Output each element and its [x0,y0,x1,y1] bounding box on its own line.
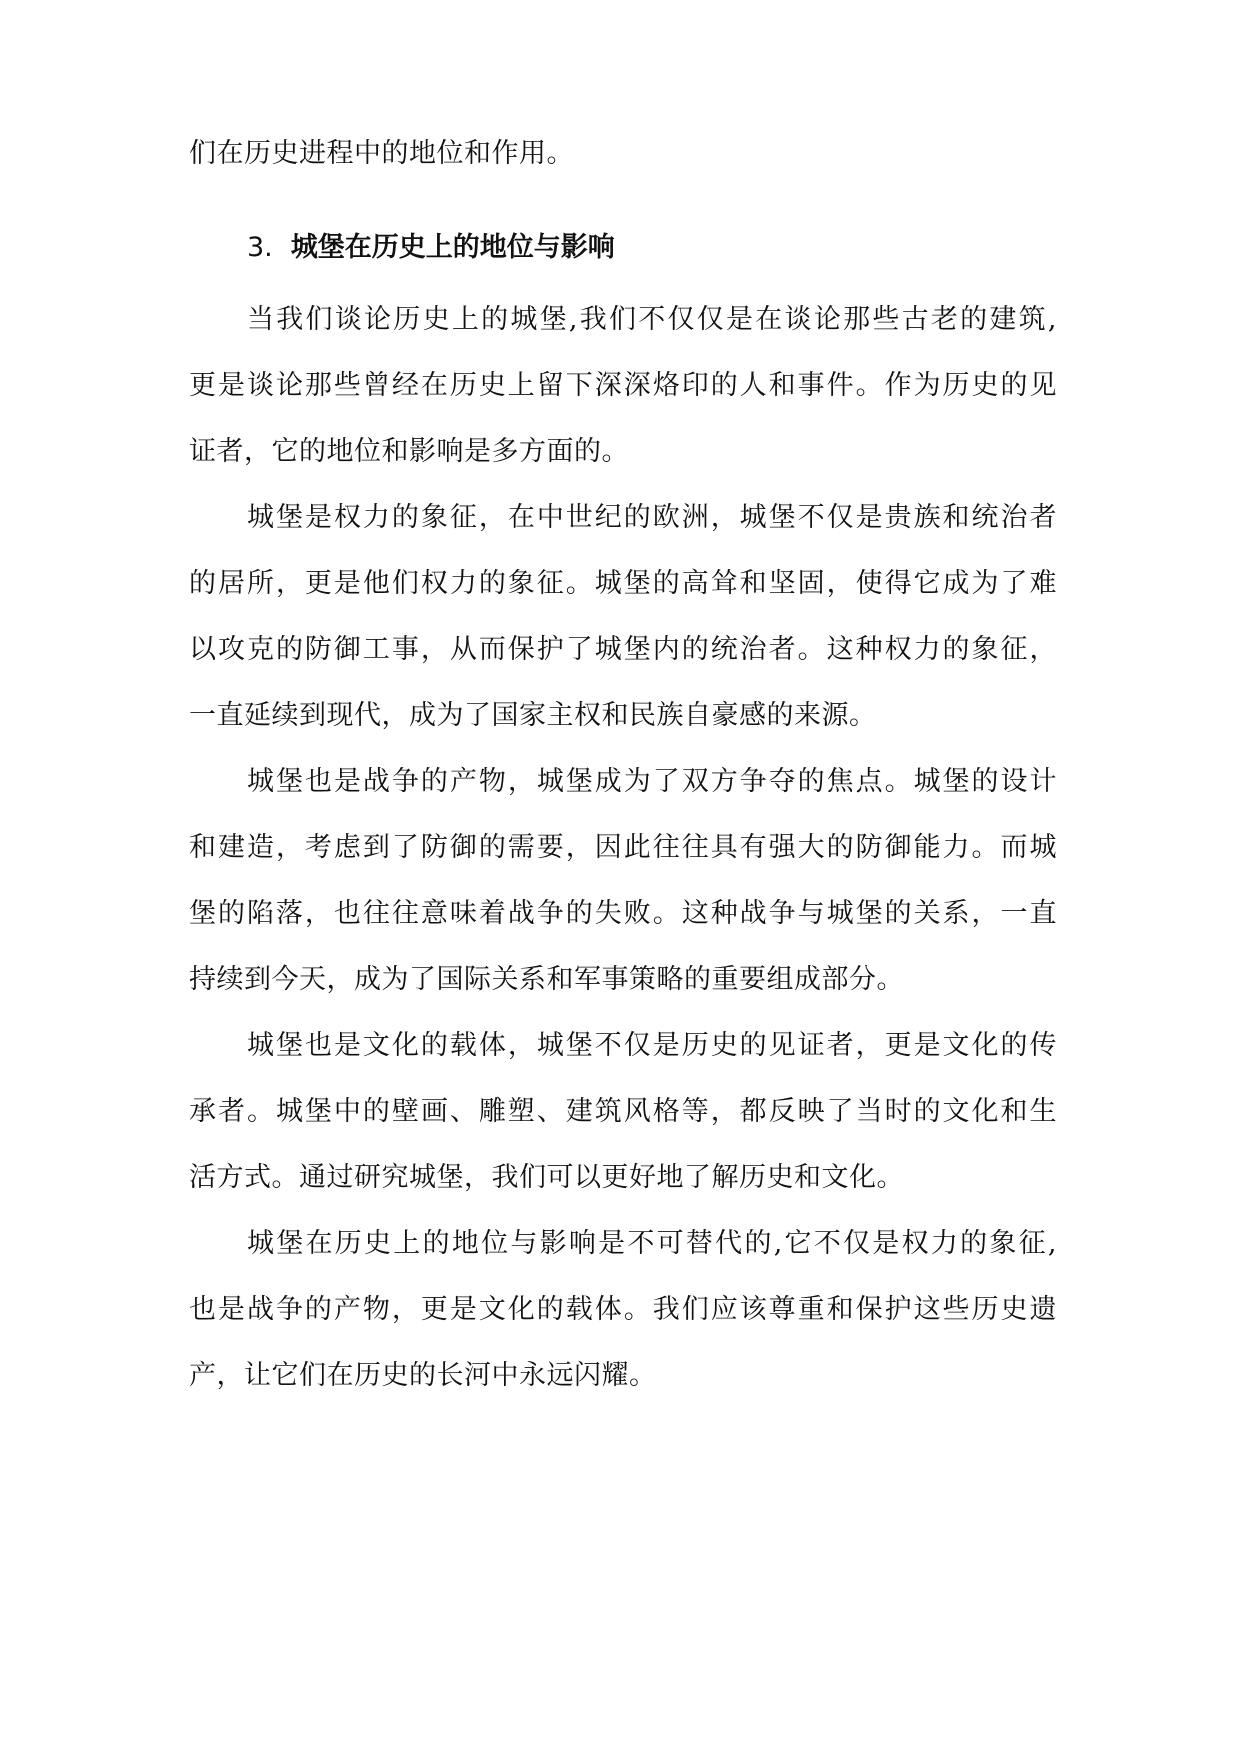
paragraph-line: 和建造，考虑到了防御的需要，因此往往具有强大的防御能力。而城 [189,832,1057,863]
paragraph-line: 产，让它们在历史的长河中永远闪耀。 [189,1360,657,1391]
section-number: 3. [247,232,273,263]
paragraph-line: 更是谈论那些曾经在历史上留下深深烙印的人和事件。作为历史的见 [189,370,1057,401]
carry-over-line: 们在历史进程中的地位和作用。 [189,138,574,169]
paragraph-line: 城堡也是战争的产物，城堡成为了双方争夺的焦点。城堡的设计 [247,766,1057,797]
paragraph-line: 城堡也是文化的载体，城堡不仅是历史的见证者，更是文化的传 [247,1030,1057,1061]
section-heading [247,226,615,270]
paragraph-line: 当我们谈论历史上的城堡,我们不仅仅是在谈论那些古老的建筑, [247,304,1057,335]
paragraph-line: 城堡是权力的象征，在中世纪的欧洲，城堡不仅是贵族和统治者 [247,502,1057,533]
paragraph-line: 活方式。通过研究城堡，我们可以更好地了解历史和文化。 [189,1162,904,1193]
section-title: 城堡在历史上的地位与影响 [290,232,615,263]
paragraph-line: 持续到今天，成为了国际关系和军事策略的重要组成部分。 [189,964,904,995]
paragraph-line: 承者。城堡中的壁画、雕塑、建筑风格等，都反映了当时的文化和生 [189,1096,1057,1127]
paragraph-line: 的居所，更是他们权力的象征。城堡的高耸和坚固，使得它成为了难 [189,568,1057,599]
paragraph-line: 证者，它的地位和影响是多方面的。 [189,436,629,467]
paragraph-line: 一直延续到现代，成为了国家主权和民族自豪感的来源。 [189,700,877,731]
paragraph-line: 城堡在历史上的地位与影响是不可替代的,它不仅是权力的象征, [247,1228,1057,1259]
paragraph-line: 以攻克的防御工事，从而保护了城堡内的统治者。这种权力的象征， [189,634,1057,665]
paragraph-line: 也是战争的产物，更是文化的载体。我们应该尊重和保护这些历史遗 [189,1294,1057,1325]
paragraph-line: 堡的陷落，也往往意味着战争的失败。这种战争与城堡的关系，一直 [189,898,1057,929]
